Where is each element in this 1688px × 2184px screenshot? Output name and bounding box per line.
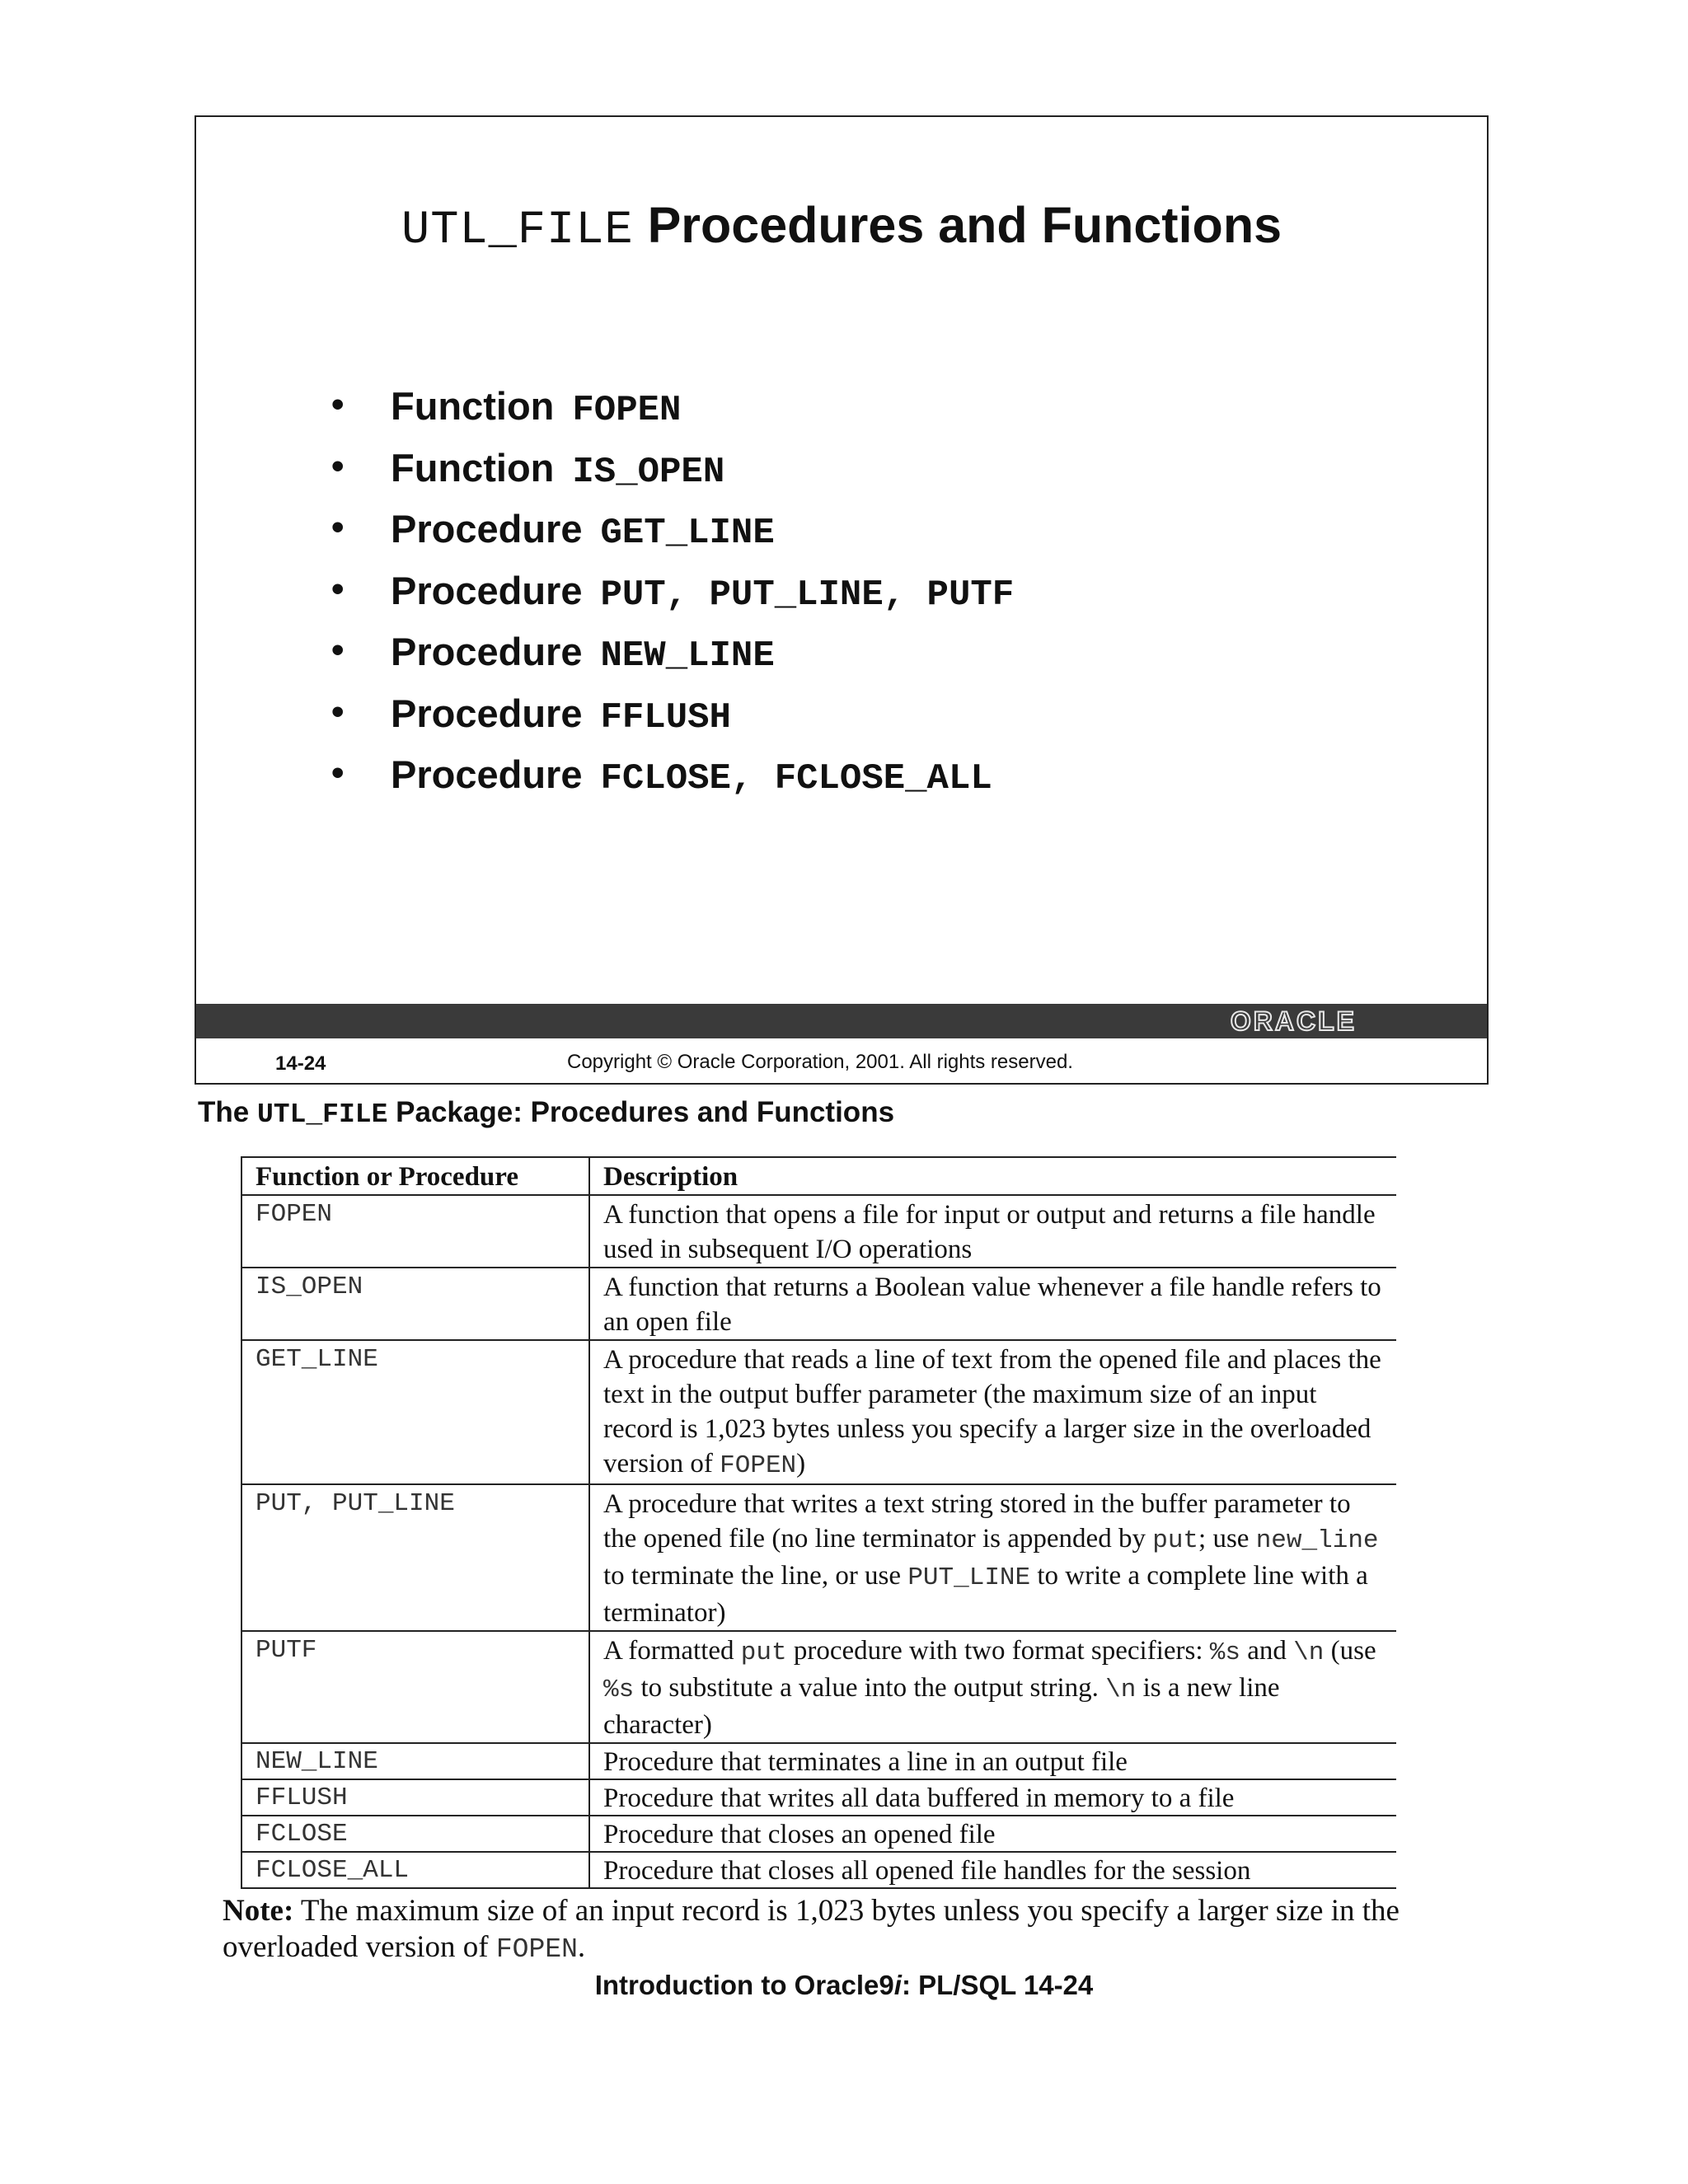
bullet-item xyxy=(328,560,1014,622)
desc-text: ) xyxy=(796,1449,806,1479)
note-text: The maximum size of an input record is 1,023 bytes unless you specify a larger size in the overloaded version of xyxy=(223,1894,1400,1964)
desc-code: %s xyxy=(603,1675,635,1704)
bullet-icon: • xyxy=(331,752,345,793)
row-name: FCLOSE_ALL xyxy=(241,1852,589,1888)
row-description: Procedure that closes an opened file xyxy=(589,1816,1396,1852)
bullet-icon: • xyxy=(331,507,345,547)
bullet-item xyxy=(328,376,1014,438)
row-description: A function that opens a file for input or output and returns a file handle used in subsequent I/O operations xyxy=(589,1195,1396,1268)
desc-code: FOPEN xyxy=(720,1451,797,1480)
bullet-item xyxy=(328,621,1014,683)
table-row xyxy=(241,1816,1396,1852)
note-code: FOPEN xyxy=(495,1934,578,1965)
bullet-kind: Function xyxy=(391,445,555,490)
slide-footer-bar xyxy=(196,1004,1487,1038)
bullet-icon: • xyxy=(331,568,345,609)
desc-text: to terminate the line, or use xyxy=(603,1561,902,1591)
desc-code: %s xyxy=(1209,1638,1240,1667)
bullet-code: IS_OPEN xyxy=(572,451,725,493)
row-name: GET_LINE xyxy=(241,1340,589,1484)
row-name: PUT, PUT_LINE xyxy=(241,1484,589,1631)
table-row xyxy=(241,1779,1396,1816)
reference-table xyxy=(241,1156,1396,1889)
slide-footer xyxy=(196,1038,1487,1085)
row-name: IS_OPEN xyxy=(241,1268,589,1340)
bullet-icon: • xyxy=(331,384,345,424)
bullet-item xyxy=(328,683,1014,745)
row-description xyxy=(589,1484,1396,1631)
table-header-row xyxy=(241,1157,1396,1195)
desc-code: PUT_LINE xyxy=(907,1563,1031,1592)
desc-text: is a new line character) xyxy=(603,1673,1280,1740)
bullet-item xyxy=(328,744,1014,806)
header-description: Description xyxy=(589,1157,1396,1195)
desc-code: put xyxy=(740,1638,787,1667)
row-name: FFLUSH xyxy=(241,1779,589,1816)
desc-code: \n xyxy=(1293,1638,1325,1667)
slide-title-text: Procedures and Functions xyxy=(647,197,1282,253)
slide-title xyxy=(196,196,1487,257)
bullet-code: FCLOSE, FCLOSE_ALL xyxy=(600,758,992,799)
note-paragraph xyxy=(223,1893,1409,1968)
page-footer xyxy=(0,1970,1688,2001)
desc-text: to write a complete line with a terminator) xyxy=(603,1561,1368,1628)
oracle-logo: ORACLE xyxy=(1230,1006,1357,1036)
footer-italic: i xyxy=(893,1970,902,2000)
bullet-kind: Procedure xyxy=(391,691,583,735)
bullet-icon: • xyxy=(331,691,345,732)
section-heading xyxy=(198,1096,894,1130)
desc-text: (use xyxy=(1330,1636,1376,1666)
bullet-kind: Procedure xyxy=(391,507,583,551)
bullet-kind: Procedure xyxy=(391,630,583,673)
bullet-code: GET_LINE xyxy=(600,513,775,554)
bullet-item xyxy=(328,438,1014,499)
bullet-icon: • xyxy=(331,445,345,486)
row-description xyxy=(589,1340,1396,1484)
note-end: . xyxy=(577,1930,586,1964)
heading-post: Package: Procedures and Functions xyxy=(396,1096,895,1128)
desc-code: put xyxy=(1152,1526,1199,1555)
desc-text: to substitute a value into the output string. xyxy=(640,1673,1099,1703)
desc-text: and xyxy=(1247,1636,1287,1666)
bullet-code: NEW_LINE xyxy=(600,635,775,677)
footer-post: : PL/SQL 14-24 xyxy=(901,1970,1094,2000)
bullet-code: FFLUSH xyxy=(600,696,731,738)
desc-code: \n xyxy=(1105,1675,1137,1704)
bullet-code: FOPEN xyxy=(572,390,682,431)
bullet-item xyxy=(328,499,1014,560)
desc-text: A procedure that reads a line of text from the opened file and places the text in the output buffer parameter (the maximum size of an input record is 1,023 bytes unless you specify a larger size in the overloaded version of xyxy=(603,1345,1381,1479)
table-row xyxy=(241,1852,1396,1888)
header-name: Function or Procedure xyxy=(241,1157,589,1195)
table-row xyxy=(241,1195,1396,1268)
row-description: Procedure that writes all data buffered in memory to a file xyxy=(589,1779,1396,1816)
row-description: Procedure that closes all opened file handles for the session xyxy=(589,1852,1396,1888)
row-name: NEW_LINE xyxy=(241,1743,589,1779)
row-description xyxy=(589,1631,1396,1743)
heading-code: UTL_FILE xyxy=(256,1099,388,1130)
bullet-list xyxy=(328,376,1014,806)
row-name: FOPEN xyxy=(241,1195,589,1268)
desc-text: A procedure that writes a text string stored in the buffer parameter to the opened file (no line terminator is appended by xyxy=(603,1489,1351,1554)
row-description: Procedure that terminates a line in an output file xyxy=(589,1743,1396,1779)
desc-code: new_line xyxy=(1255,1526,1379,1555)
bullet-icon: • xyxy=(331,630,345,670)
note-label: Note: xyxy=(223,1894,294,1928)
table-row xyxy=(241,1340,1396,1484)
heading-pre: The xyxy=(198,1096,250,1128)
table-row xyxy=(241,1743,1396,1779)
table-row xyxy=(241,1631,1396,1743)
row-description: A function that returns a Boolean value whenever a file handle refers to an open file xyxy=(589,1268,1396,1340)
desc-text: A formatted xyxy=(603,1636,734,1666)
footer-pre: Introduction to Oracle9 xyxy=(594,1970,894,2000)
row-name: FCLOSE xyxy=(241,1816,589,1852)
row-name: PUTF xyxy=(241,1631,589,1743)
slide-frame xyxy=(195,115,1489,1085)
slide-number: 14-24 xyxy=(275,1052,326,1075)
bullet-code: PUT, PUT_LINE, PUTF xyxy=(600,574,1015,616)
bullet-kind: Procedure xyxy=(391,752,583,796)
slide-title-code: UTL_FILE xyxy=(401,204,634,257)
desc-text: procedure with two format specifiers: xyxy=(793,1636,1203,1666)
bullet-kind: Procedure xyxy=(391,568,583,612)
table-row xyxy=(241,1484,1396,1631)
bullet-kind: Function xyxy=(391,384,555,428)
desc-text: ; use xyxy=(1198,1524,1250,1554)
copyright-text: Copyright © Oracle Corporation, 2001. All rights reserved. xyxy=(567,1051,1073,1073)
table-row xyxy=(241,1268,1396,1340)
